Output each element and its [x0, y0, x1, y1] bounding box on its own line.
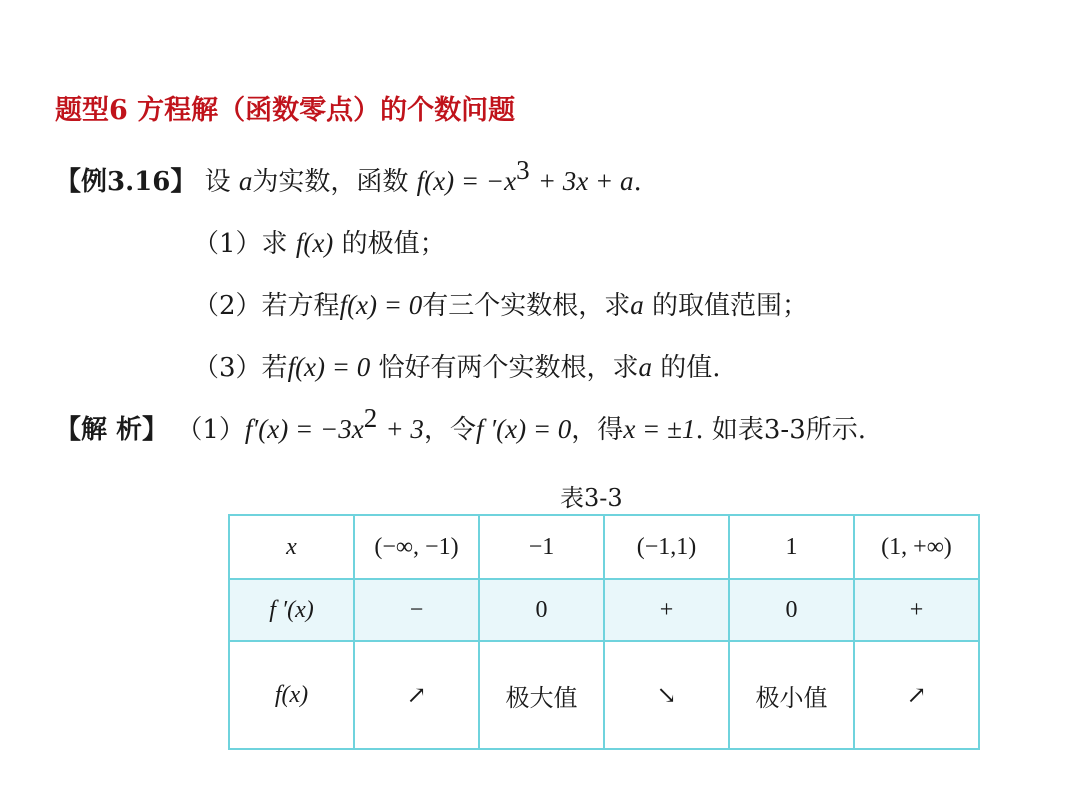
- question-2: [193, 288, 808, 323]
- table-cell: 0: [479, 579, 604, 641]
- question-3-number: （3）: [193, 353, 262, 383]
- table-cell: +: [604, 579, 729, 641]
- decreasing-arrow-icon: ↘: [604, 641, 729, 749]
- increasing-arrow-icon: ↗: [354, 641, 479, 749]
- question-3: [193, 350, 721, 385]
- solution-sep-2: ，得: [571, 415, 624, 445]
- derivative-zero: f ′(x) = 0: [475, 414, 572, 444]
- solution-line: [55, 403, 867, 447]
- question-1-math: f(x): [295, 228, 334, 258]
- function-exponent: 3: [516, 155, 530, 185]
- table-row-x: [229, 515, 979, 579]
- table-cell: x: [229, 515, 354, 579]
- question-1-pre: 求: [261, 229, 288, 259]
- question-3-post: 的值.: [660, 353, 721, 383]
- function-rhs: + 3x + a: [537, 166, 634, 196]
- table-cell: 极小值: [729, 641, 854, 749]
- example-line: [55, 155, 642, 199]
- question-2-post: 的取值范围；: [652, 291, 809, 321]
- question-3-pre: 若: [261, 353, 288, 383]
- solution-sep-1: ，令: [423, 415, 476, 445]
- derivative-rhs: + 3: [385, 414, 424, 444]
- section-title: 题型6 方程解（函数零点）的个数问题: [55, 95, 516, 126]
- derivative-exponent: 2: [363, 403, 378, 433]
- table-cell: (−1,1): [604, 515, 729, 579]
- example-label: 【例3.16】: [55, 167, 197, 197]
- solution-tail: . 如表3-3所示.: [695, 415, 867, 445]
- question-2-mid: 有三个实数根，求: [422, 291, 631, 321]
- solution-number: （1）: [176, 415, 245, 445]
- question-2-var: a: [630, 290, 644, 320]
- question-1-post: 的极值；: [341, 229, 446, 259]
- table-caption: 表3-3: [560, 484, 623, 512]
- sign-table: [228, 514, 980, 750]
- table-row-derivative: [229, 579, 979, 641]
- increasing-arrow-icon: ↗: [854, 641, 979, 749]
- table-cell: −1: [479, 515, 604, 579]
- table-cell: f ′(x): [229, 579, 354, 641]
- example-end: .: [633, 167, 642, 197]
- example-text-a: 设: [204, 167, 231, 197]
- question-3-math: f(x) = 0: [287, 352, 371, 382]
- table-cell: (−∞, −1): [354, 515, 479, 579]
- table-cell: f(x): [229, 641, 354, 749]
- table-cell: 极大值: [479, 641, 604, 749]
- question-1: [193, 226, 446, 261]
- question-3-var: a: [638, 352, 653, 382]
- var-a: a: [238, 166, 253, 196]
- table-cell: +: [854, 579, 979, 641]
- table-cell: (1, +∞): [854, 515, 979, 579]
- question-1-number: （1）: [193, 229, 262, 259]
- table-cell: 0: [729, 579, 854, 641]
- question-2-number: （2）: [193, 291, 262, 321]
- example-text-b: 为实数，函数: [252, 167, 409, 197]
- critical-points: x = ±1: [623, 414, 696, 444]
- table-cell: −: [354, 579, 479, 641]
- question-2-math: f(x) = 0: [339, 290, 423, 320]
- derivative-lhs: f′(x) = −3x: [244, 414, 364, 444]
- solution-label: 【解 析】: [55, 415, 169, 445]
- function-lhs: f(x) = −x: [416, 166, 517, 196]
- table-row-function: [229, 641, 979, 749]
- question-3-mid: 恰好有两个实数根，求: [378, 353, 639, 383]
- table-cell: 1: [729, 515, 854, 579]
- question-2-pre: 若方程: [261, 291, 340, 321]
